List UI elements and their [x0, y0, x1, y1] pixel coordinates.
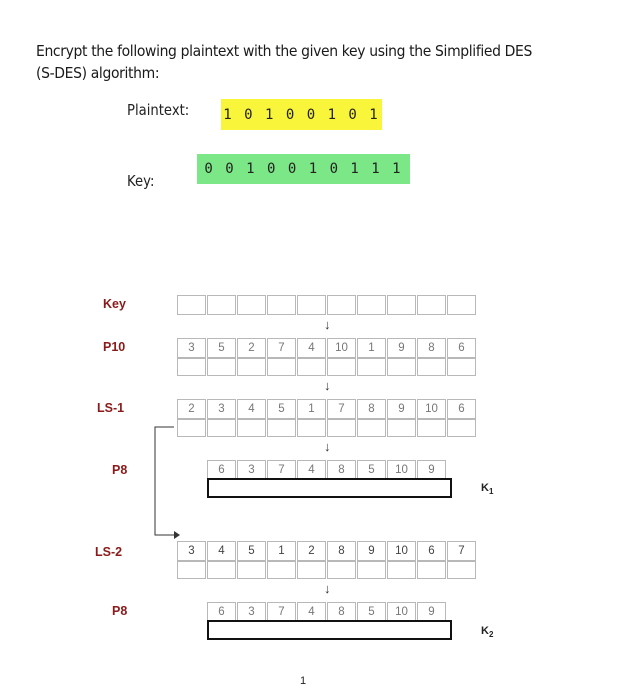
p8-cell: 7: [267, 460, 296, 480]
p8-cell: 6: [207, 602, 236, 622]
blank-cell: [327, 419, 356, 437]
blank-cell: [327, 358, 356, 376]
ls2-cell: 6: [417, 541, 446, 561]
blank-cell: [357, 561, 386, 579]
p8-cell: 9: [417, 460, 446, 480]
ls1-cell: 3: [207, 399, 236, 419]
row-label-p8-first: P8: [112, 463, 128, 477]
key-cell: [237, 295, 266, 315]
p8-cell: 8: [327, 602, 356, 622]
key-label: Key:: [127, 172, 155, 190]
p10-blank-cells: [177, 358, 477, 376]
p10-cell: 6: [447, 338, 476, 358]
ls1-cell: 8: [357, 399, 386, 419]
k1-output-box: [207, 478, 452, 498]
ls1-cell: 10: [417, 399, 446, 419]
blank-cell: [177, 358, 206, 376]
key-cell: [177, 295, 206, 315]
ls1-cell: 2: [177, 399, 206, 419]
ls2-cell: 2: [297, 541, 326, 561]
ls2-cell: 8: [327, 541, 356, 561]
blank-cell: [237, 419, 266, 437]
p10-cell: 3: [177, 338, 206, 358]
plaintext-bits: 1 0 1 0 0 1 0 1: [221, 99, 382, 130]
p8-cell: 5: [357, 460, 386, 480]
p10-cell: 1: [357, 338, 386, 358]
key-cells: [177, 295, 477, 315]
page-number: 1: [300, 675, 307, 687]
blank-cell: [237, 561, 266, 579]
p8-cell: 10: [387, 460, 416, 480]
blank-cell: [447, 358, 476, 376]
question-text: Encrypt the following plaintext with the given key using the Simplified DES (S-DES) algorithm:: [36, 42, 533, 82]
k2-label: $K_2$: [481, 625, 494, 640]
p8-cell: 7: [267, 602, 296, 622]
ls2-cell: 4: [207, 541, 236, 561]
blank-cell: [207, 419, 236, 437]
blank-cell: [207, 358, 236, 376]
ls2-cell: 3: [177, 541, 206, 561]
ls2-cell: 5: [237, 541, 266, 561]
blank-cell: [177, 419, 206, 437]
p8-cell: 3: [237, 460, 266, 480]
key-cell: [267, 295, 296, 315]
ls1-to-ls2-connector: [150, 425, 180, 540]
p8-cell: 3: [237, 602, 266, 622]
arrow-down-icon: ↓: [324, 317, 331, 332]
p8-cell: 5: [357, 602, 386, 622]
k2-output-box: [207, 620, 452, 640]
key-cell: [417, 295, 446, 315]
ls1-cells: [177, 399, 477, 419]
key-bits: 0 0 1 0 0 1 0 1 1 1: [197, 154, 410, 184]
ls1-cell: 6: [447, 399, 476, 419]
p10-cells: [177, 338, 477, 358]
blank-cell: [387, 561, 416, 579]
arrow-down-icon: ↓: [324, 581, 331, 596]
key-cell: [297, 295, 326, 315]
ls2-blank-cells: [177, 561, 477, 579]
ls2-cell: 10: [387, 541, 416, 561]
ls1-cell: 9: [387, 399, 416, 419]
p10-cell: 7: [267, 338, 296, 358]
key-cell: [387, 295, 416, 315]
k1-label: $K_1$: [481, 482, 494, 497]
row-label-ls1: LS-1: [97, 401, 125, 415]
ls2-cells: [177, 541, 477, 561]
key-cell: [207, 295, 236, 315]
ls1-cell: 4: [237, 399, 266, 419]
p8-cell: 4: [297, 460, 326, 480]
blank-cell: [417, 419, 446, 437]
p8-second-cells: [207, 602, 447, 622]
p10-cell: 5: [207, 338, 236, 358]
blank-cell: [207, 561, 236, 579]
p8-cell: 8: [327, 460, 356, 480]
p10-cell: 8: [417, 338, 446, 358]
key-cell: [447, 295, 476, 315]
blank-cell: [177, 561, 206, 579]
row-label-ls2: LS-2: [95, 545, 123, 559]
arrow-down-icon: ↓: [324, 439, 331, 454]
ls1-cell: 7: [327, 399, 356, 419]
blank-cell: [267, 419, 296, 437]
p10-cell: 10: [327, 338, 356, 358]
key-cell: [327, 295, 356, 315]
row-label-p8-second: P8: [112, 604, 128, 618]
row-label-p10: P10: [103, 340, 126, 354]
blank-cell: [267, 358, 296, 376]
blank-cell: [357, 419, 386, 437]
blank-cell: [447, 419, 476, 437]
blank-cell: [267, 561, 296, 579]
p10-cell: 2: [237, 338, 266, 358]
ls2-cell: 9: [357, 541, 386, 561]
p10-cell: 9: [387, 338, 416, 358]
ls1-cell: 5: [267, 399, 296, 419]
plaintext-label: Plaintext:: [127, 101, 190, 119]
blank-cell: [417, 358, 446, 376]
blank-cell: [297, 561, 326, 579]
key-cell: [357, 295, 386, 315]
p8-cell: 9: [417, 602, 446, 622]
p8-cell: 6: [207, 460, 236, 480]
blank-cell: [447, 561, 476, 579]
ls1-cell: 1: [297, 399, 326, 419]
blank-cell: [237, 358, 266, 376]
p8-first-cells: [207, 460, 447, 480]
row-label-key: Key: [103, 297, 126, 311]
p8-cell: 10: [387, 602, 416, 622]
arrow-down-icon: ↓: [324, 378, 331, 393]
blank-cell: [357, 358, 386, 376]
blank-cell: [297, 358, 326, 376]
ls2-cell: 1: [267, 541, 296, 561]
p8-cell: 4: [297, 602, 326, 622]
ls1-blank-cells: [177, 419, 477, 437]
blank-cell: [297, 419, 326, 437]
blank-cell: [387, 419, 416, 437]
blank-cell: [417, 561, 446, 579]
blank-cell: [387, 358, 416, 376]
p10-cell: 4: [297, 338, 326, 358]
blank-cell: [327, 561, 356, 579]
ls2-cell: 7: [447, 541, 476, 561]
